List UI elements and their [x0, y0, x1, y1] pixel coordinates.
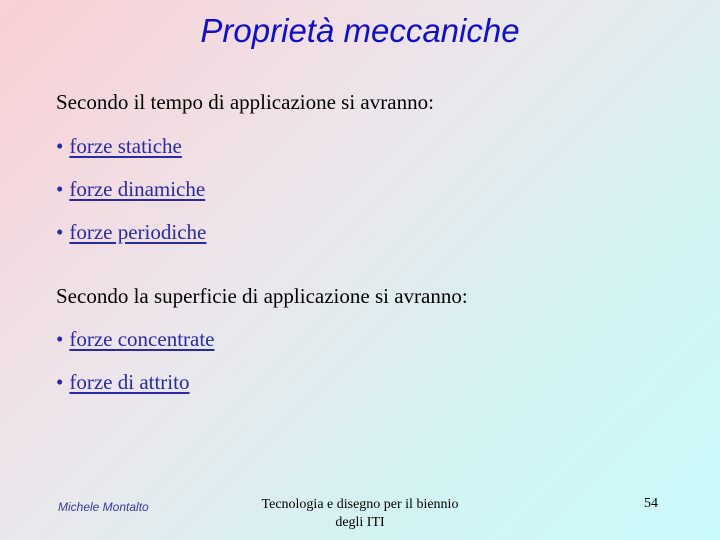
bullet-icon: • [56, 370, 64, 394]
footer-course [250, 496, 470, 532]
bullet-icon: • [56, 327, 64, 351]
page-number: 54 [644, 496, 658, 511]
list-item [56, 220, 206, 245]
bullet-icon: • [56, 134, 64, 158]
footer-course-line1: Tecnologia e disegno per il biennio [261, 497, 459, 512]
link-forze-statiche[interactable]: forze statiche [69, 134, 182, 158]
footer-course-line2: degli ITI [335, 515, 385, 530]
link-forze-di-attrito[interactable]: forze di attrito [69, 370, 190, 394]
list-item [56, 177, 205, 202]
footer-author: Michele Montalto [58, 500, 149, 514]
link-forze-dinamiche[interactable]: forze dinamiche [69, 177, 206, 201]
slide-title: Proprietà meccaniche [200, 12, 520, 49]
link-forze-periodiche[interactable]: forze periodiche [69, 220, 207, 244]
bullet-icon: • [56, 220, 64, 244]
link-forze-concentrate[interactable]: forze concentrate [69, 327, 215, 351]
section-time-heading: Secondo il tempo di applicazione si avranno: [56, 90, 434, 114]
bullet-icon: • [56, 177, 64, 201]
list-item [56, 134, 182, 159]
section-surface-heading: Secondo la superficie di applicazione si avranno: [56, 284, 468, 308]
list-item [56, 327, 215, 352]
list-item [56, 370, 189, 395]
